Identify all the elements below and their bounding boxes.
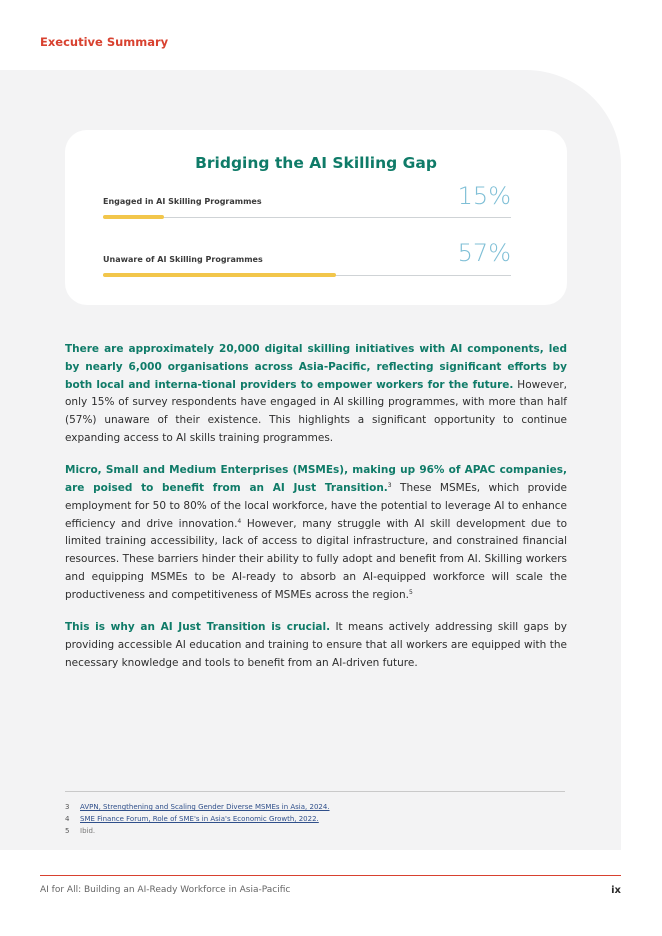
paragraph-2-text-2: However, many struggle with AI skill development due to limited training accessibility, lack of access to digital infrastructure, and constrained financial resources. These barriers hinder their ability to fully adopt and benefit from AI. Skilling workers and equipping MSMEs to be AI-ready to absorb an AI-equipped workforce will scale the productiveness and competitiveness of MSMEs across the region. [65,517,567,601]
footnote-ref-5[interactable]: 5 [408,588,413,596]
footnote-text: Ibid. [80,827,96,835]
paragraph-2-highlight: Micro, Small and Medium Enterprises (MSMEs), making up 96% of APAC companies, are poised to benefit from an AI Just Transition. [65,464,567,495]
skilling-gap-card [65,130,567,305]
stat-value-unaware: 57% [457,239,511,267]
paragraph-3 [65,619,567,672]
body-text [65,341,567,687]
paragraph-3-highlight: This is why an AI Just Transition is crucial. [65,621,331,634]
footer-title: AI for All: Building an AI-Ready Workforce in Asia-Pacific [40,885,291,895]
page-number: ix [611,885,621,896]
footnote-number: 4 [65,815,70,823]
footnote-number: 3 [65,803,70,811]
stat-label-engaged: Engaged in AI Skilling Programmes [103,197,262,206]
stat-bar-engaged [103,215,164,219]
stat-value-engaged: 15% [457,182,511,210]
footnote-link[interactable]: AVPN, Strengthening and Scaling Gender Diverse MSMEs in Asia, 2024. [80,803,330,811]
stat-rule-engaged [103,217,511,218]
footer-divider [40,875,621,876]
card-title: Bridging the AI Skilling Gap [195,154,437,172]
footnote-divider [65,791,565,792]
footnote-item [65,801,330,813]
stat-label-unaware: Unaware of AI Skilling Programmes [103,255,263,264]
footnote-number: 5 [65,827,70,835]
footnote-item [65,825,330,837]
paragraph-1-text: However, only 15% of survey respondents have engaged in AI skilling programmes, with more than half (57%) unaware of their existence. This highlights a significant opportunity to continue expanding access to AI skills training programmes. [65,378,567,444]
footnote-ref-3[interactable]: 3 [387,482,392,490]
footnote-link[interactable]: SME Finance Forum, Role of SME's in Asia's Economic Growth, 2022. [80,815,319,823]
paragraph-2 [65,462,567,604]
stat-bar-unaware [103,273,336,277]
paragraph-3-text: It means actively addressing skill gaps by providing accessible AI education and training to ensure that all workers are equipped with the necessary knowledge and tools to benefit from an AI-driven future. [65,621,567,669]
footnote-ref-4[interactable]: 4 [237,517,242,525]
footnote-item [65,813,330,825]
paragraph-2-text-1: These MSMEs, which provide employment for 50 to 80% of the local workforce, have the potential to leverage AI to enhance efficiency and drive innovation. [65,482,567,530]
paragraph-1-highlight: There are approximately 20,000 digital skilling initiatives with AI components, led by nearly 6,000 organisations across Asia-Pacific, reflecting significant efforts by both local and interna-tional providers to empower workers for the future. [65,343,567,391]
paragraph-1 [65,341,567,448]
footnotes [65,801,330,837]
section-label: Executive Summary [40,35,169,49]
